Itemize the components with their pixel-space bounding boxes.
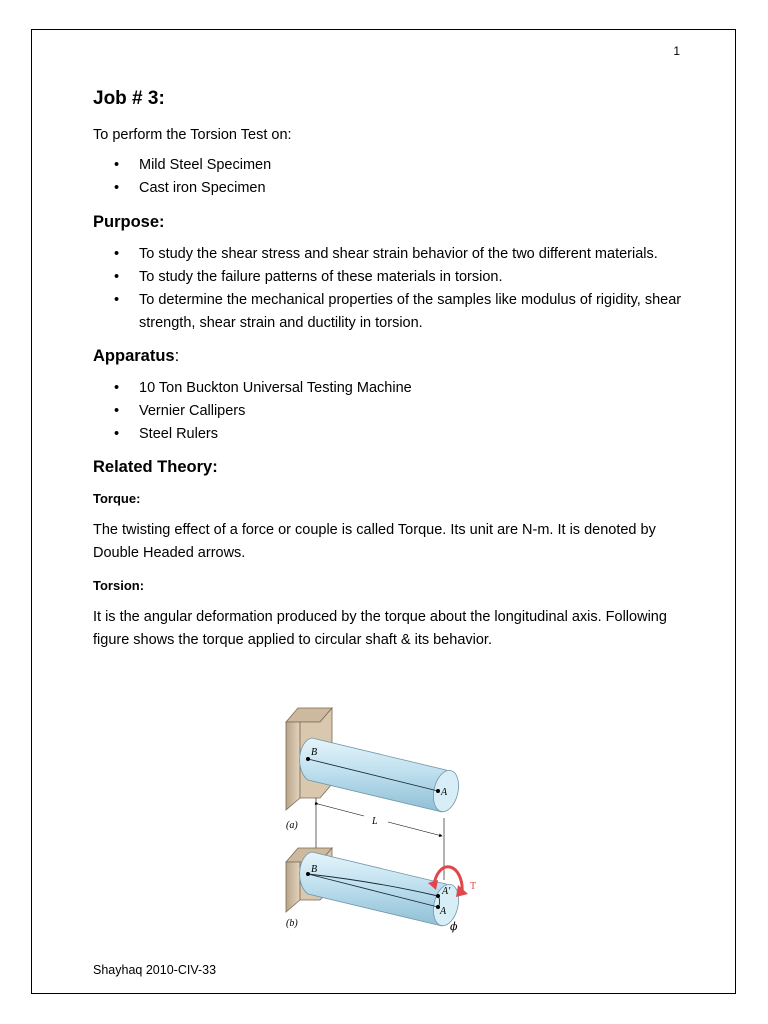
intro-text: To perform the Torsion Test on: <box>93 127 292 143</box>
purpose-list <box>93 243 683 335</box>
job-title: Job # 3: <box>93 88 165 109</box>
point-b-label-a: B <box>311 747 318 758</box>
document-body <box>93 88 683 652</box>
shaft-a <box>300 738 463 814</box>
point-a-label-b: A <box>440 906 447 917</box>
length-label: L <box>372 816 378 827</box>
footer-id: 2010-CIV-33 <box>145 963 217 977</box>
apparatus-list <box>93 377 683 446</box>
angle-label: ϕ <box>450 920 458 933</box>
apparatus-heading <box>93 345 683 367</box>
apparatus-heading-colon: : <box>174 347 180 365</box>
torque-label: T <box>470 881 477 892</box>
point-a-prime-label: A' <box>442 886 451 897</box>
list-item: • Mild Steel Specimen <box>93 154 683 177</box>
shaft-b <box>300 852 463 928</box>
purpose-heading: Purpose: <box>93 213 165 231</box>
list-item: • 10 Ton Buckton Universal Testing Machine <box>93 377 683 400</box>
apparatus-heading-text: Apparatus <box>93 347 175 365</box>
label-b: (b) <box>286 918 298 929</box>
list-item: • Steel Rulers <box>93 423 683 446</box>
point-a-label-a: A <box>441 787 448 798</box>
list-item: • Vernier Callipers <box>93 400 683 423</box>
torque-text: The twisting effect of a force or couple is called Torque. Its unit are N-m. It is denoted by Double Headed arrows. <box>93 522 656 561</box>
torsion-figure <box>278 700 488 936</box>
point-b-label-b: B <box>311 864 318 875</box>
list-item: • To determine the mechanical properties of the samples like modulus of rigidity, shear strength, shear strain and ductility in torsion. <box>93 289 683 335</box>
theory-heading: Related Theory: <box>93 458 218 476</box>
specimen-list <box>93 154 683 200</box>
list-item: • To study the failure patterns of these materials in torsion. <box>93 266 683 289</box>
footer-author: Shayhaq <box>93 963 143 977</box>
torsion-text: It is the angular deformation produced by the torque about the longitudinal axis. Following figure shows the torque applied to circular shaft & its behavior. <box>93 609 667 648</box>
torsion-heading: Torsion: <box>93 578 145 593</box>
footer <box>93 963 216 977</box>
list-item: • To study the shear stress and shear strain behavior of the two different materials. <box>93 243 683 266</box>
page-number: 1 <box>673 44 680 58</box>
torque-heading: Torque: <box>93 491 141 506</box>
list-item: • Cast iron Specimen <box>93 177 683 200</box>
label-a: (a) <box>286 820 298 831</box>
